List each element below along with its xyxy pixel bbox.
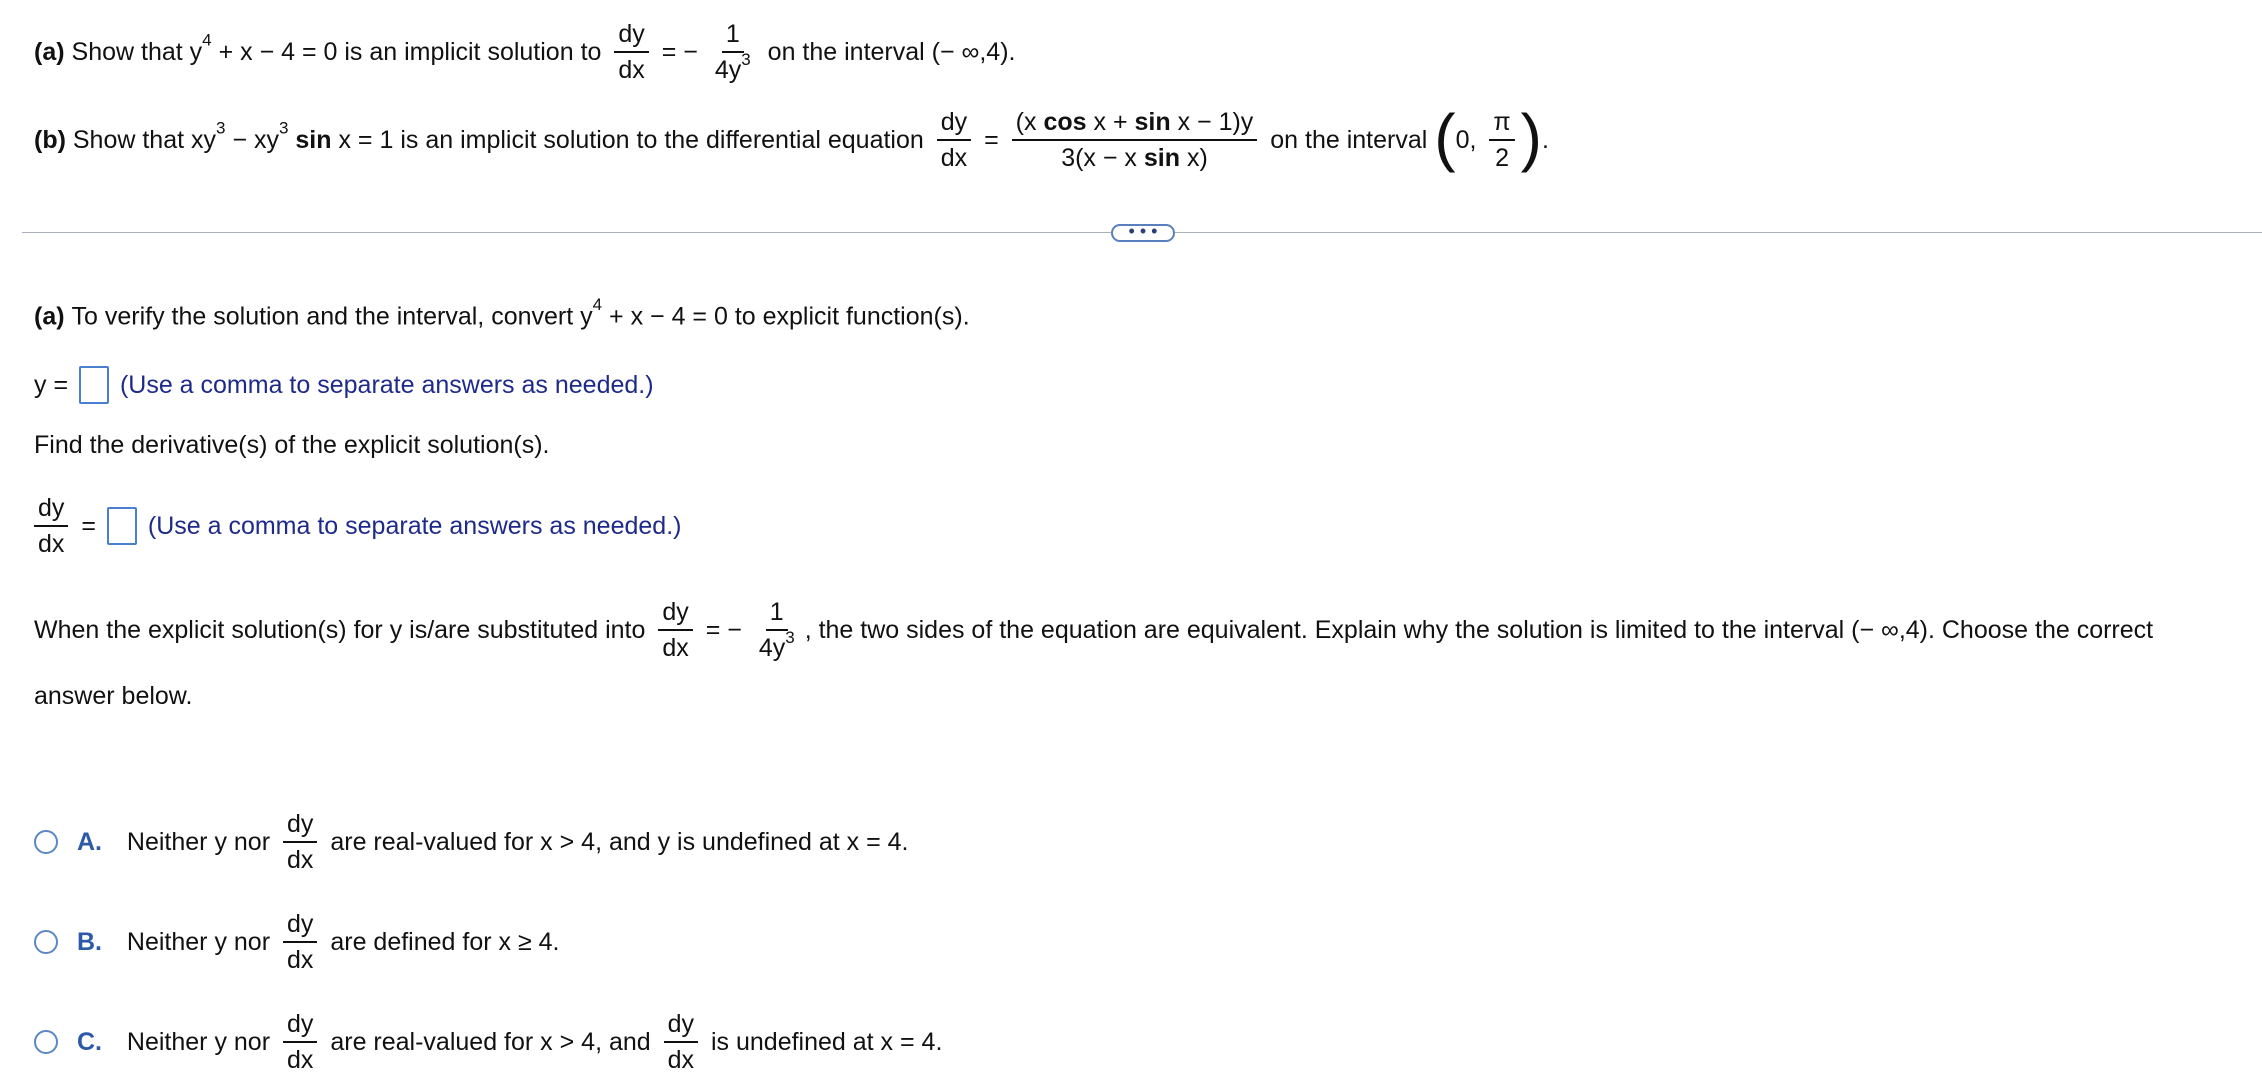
option-a-radio[interactable]	[34, 830, 58, 854]
substitution-text: When the explicit solution(s) for y is/are substituted into $\frac{dy}{dx}$ = − $\frac{1}{4y^3}$ , the two sides of the equation are equivalent. Explain why the solution is limited to the interval (− ∞,4). Choose the correct	[34, 598, 2154, 662]
pi-over-2-fraction: $\frac{\pi}{2}$	[1489, 108, 1514, 172]
y-answer-input[interactable]	[79, 366, 109, 404]
problem-part-a	[34, 20, 1015, 84]
exponent: 4	[202, 30, 212, 50]
derivative-answer-input[interactable]	[107, 507, 137, 545]
option-b[interactable]: B. Neither y nor $\frac{dy}{dx}$ are defined for x ≥ 4.	[34, 910, 559, 974]
comma-hint: (Use a comma to separate answers as needed.)	[147, 512, 682, 540]
part-b-text-3: x = 1 is an implicit solution to the differential equation	[338, 126, 924, 154]
part-a-text-2: + x − 4 = 0 is an implicit solution to	[218, 38, 602, 66]
part-b-interval-text: on the interval	[1270, 126, 1428, 154]
dy-dx-fraction: $\frac{dy}{dx}$	[34, 494, 68, 558]
dy-dx-fraction: $\frac{dy}{dx}$	[283, 910, 317, 974]
dy-dx-fraction: $\frac{dy}{dx}$	[937, 108, 971, 172]
part-a-text-1: Show that y	[71, 38, 203, 66]
one-over-4y3-fraction: $\frac{1}{4y^3}$	[714, 20, 751, 84]
part-b-text-2: − xy	[232, 126, 279, 154]
answer-below-text: answer below.	[34, 682, 193, 710]
sin-function: sin	[295, 126, 332, 154]
equals-minus: = −	[661, 38, 698, 66]
problem-part-b: (b) Show that $xy^3 - xy^3$ sin x = 1 is an implicit solution to the differential equation $\frac{dy}{dx}$ = $\frac{\text{(x cos x + sin x − 1)y}}{\text{3(x − x sin x)}}$ on the interval (0, $\frac{\pi}{2}$ ).	[34, 101, 1549, 173]
right-paren: )	[1520, 101, 1542, 173]
find-derivative-text: Find the derivative(s) of the explicit solution(s).	[34, 431, 550, 459]
dy-dx-fraction: $\frac{dy}{dx}$	[614, 20, 648, 84]
option-b-radio[interactable]	[34, 930, 58, 954]
dy-dx-fraction: $\frac{dy}{dx}$	[658, 598, 692, 662]
part-a-label: (a)	[34, 38, 65, 66]
dy-dx-fraction: $\frac{dy}{dx}$	[283, 810, 317, 874]
derivative-answer-row: $\frac{dy}{dx}$ = (Use a comma to separate answers as needed.)	[34, 494, 681, 558]
more-options-button[interactable]: • • •	[1111, 224, 1175, 242]
option-a[interactable]: A. Neither y nor $\frac{dy}{dx}$ are real-valued for x > 4, and y is undefined at x = 4.	[34, 810, 908, 874]
comma-hint: (Use a comma to separate answers as needed.)	[119, 371, 654, 399]
option-b-letter: B.	[76, 928, 102, 956]
left-paren: (	[1434, 101, 1456, 173]
convert-instruction: (a) To verify the solution and the interval, convert $y^4 + x - 4 = 0$ to explicit function(s).	[34, 295, 970, 331]
option-a-letter: A.	[76, 828, 102, 856]
part-b-label: (b)	[34, 126, 66, 154]
part-b-text-1: Show that xy	[72, 126, 217, 154]
option-c-letter: C.	[76, 1028, 102, 1056]
one-over-4y3-fraction: $\frac{1}{4y^3}$	[758, 598, 795, 662]
rhs-fraction: $\frac{\text{(x cos x + sin x − 1)y}}{\text{3(x − x sin x)}}$	[1012, 108, 1258, 172]
option-c-radio[interactable]	[34, 1030, 58, 1054]
part-a-interval: on the interval (− ∞,4).	[767, 38, 1016, 66]
y-answer-row	[34, 366, 654, 404]
dy-dx-fraction: $\frac{dy}{dx}$	[283, 1010, 317, 1074]
dy-dx-fraction: $\frac{dy}{dx}$	[664, 1010, 698, 1074]
option-c[interactable]: C. Neither y nor $\frac{dy}{dx}$ are real-valued for x > 4, and $\frac{dy}{dx}$ is undefined at x = 4.	[34, 1010, 942, 1074]
y-equals-label: y =	[34, 371, 69, 399]
